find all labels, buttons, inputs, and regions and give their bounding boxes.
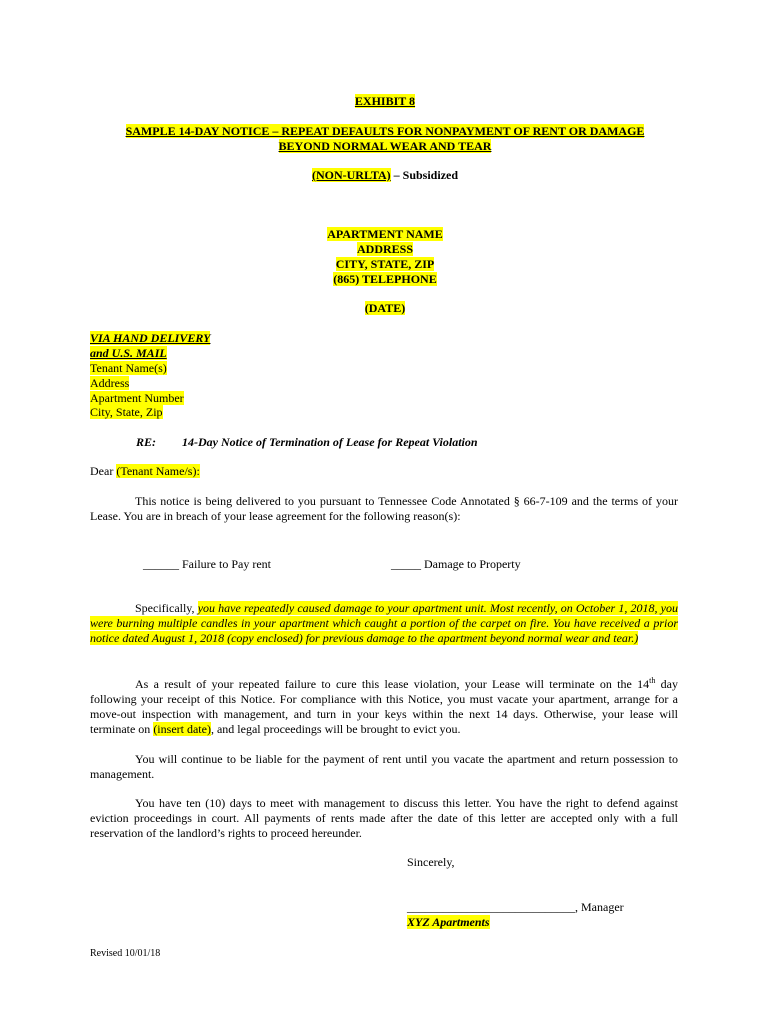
- tenant-city: City, State, Zip: [90, 405, 163, 419]
- specifics-highlight: you have repeatedly caused damage to your apartment unit. Most recently, on October 1, 2018, you were burning multiple candles in your apartment which caught a portion of the carpet on fire. You have received a prior notice dated August 1, 2018 (copy enclosed) for previous damage to the apartment beyond normal wear and tear.): [90, 601, 678, 645]
- delivery-method-1: VIA HAND DELIVERY: [90, 331, 211, 345]
- tenant-apartment: Apartment Number: [90, 391, 184, 405]
- signature-line: ____________________________, Manager: [407, 900, 624, 914]
- category-rest: – Subsidized: [390, 168, 459, 182]
- apartment-address: ADDRESS: [356, 242, 413, 256]
- exhibit-heading: EXHIBIT 8: [354, 94, 416, 108]
- tenant-name-placeholder: (Tenant Name/s):: [116, 464, 200, 478]
- paragraph-termination: As a result of your repeated failure to cure this lease violation, your Lease will terminate on the 14th day following your receipt of this Notice. For compliance with this Notice, you must vacate your apartment, arrange for a move-out inspection with management, and turn in your keys within the next 14 days. Otherwise, your lease will terminate on (insert date), and legal proceedings will be brought to evict you.: [90, 676, 678, 736]
- notice-title-line2: BEYOND NORMAL WEAR AND TEAR: [278, 139, 492, 153]
- revised-date: Revised 10/01/18: [90, 948, 161, 959]
- apartment-name: APARTMENT NAME: [327, 227, 443, 241]
- apartment-city: CITY, STATE, ZIP: [335, 257, 435, 271]
- letter-date: (DATE): [364, 301, 406, 315]
- insert-date-placeholder: (insert date): [153, 722, 211, 736]
- paragraph-liability: You will continue to be liable for the payment of rent until you vacate the apartment and return possession to management.: [90, 752, 678, 781]
- closing-sincerely: Sincerely,: [407, 855, 455, 869]
- apartment-telephone: (865) TELEPHONE: [333, 272, 437, 286]
- salutation: Dear (Tenant Name/s):: [90, 464, 200, 478]
- company-name: XYZ Apartments: [407, 915, 490, 929]
- re-subject: 14-Day Notice of Termination of Lease for Repeat Violation: [182, 435, 478, 449]
- tenant-address: Address: [90, 376, 130, 390]
- paragraph-specifics: Specifically, you have repeatedly caused damage to your apartment unit. Most recently, on October 1, 2018, you were burning multiple candles in your apartment which caught a portion of the carpet on fire. You have received a prior notice dated August 1, 2018 (copy enclosed) for previous damage to the apartment beyond normal wear and tear.): [90, 601, 678, 645]
- paragraph-meeting-rights: You have ten (10) days to meet with management to discuss this letter. You have the right to defend against eviction proceedings in court. All payments of rents made after the date of this letter are accepted only with a full reservation of the landlord’s rights to proceed hereunder.: [90, 796, 678, 840]
- paragraph-statute: This notice is being delivered to you pursuant to Tennessee Code Annotated § 66-7-109 and the terms of your Lease. You are in breach of your lease agreement for the following reason(s):: [90, 494, 678, 523]
- notice-category: [0, 168, 770, 183]
- reason-failure-to-pay: ______ Failure to Pay rent: [143, 557, 271, 571]
- notice-title-line1: SAMPLE 14-DAY NOTICE – REPEAT DEFAULTS FOR NONPAYMENT OF RENT OR DAMAGE: [125, 124, 645, 138]
- tenant-name: Tenant Name(s): [90, 361, 167, 375]
- delivery-method-2: and U.S. MAIL: [90, 346, 167, 360]
- reason-damage-to-property: _____ Damage to Property: [391, 557, 521, 571]
- re-label: RE:: [136, 435, 157, 449]
- category-highlight: (NON-URLTA): [311, 168, 391, 182]
